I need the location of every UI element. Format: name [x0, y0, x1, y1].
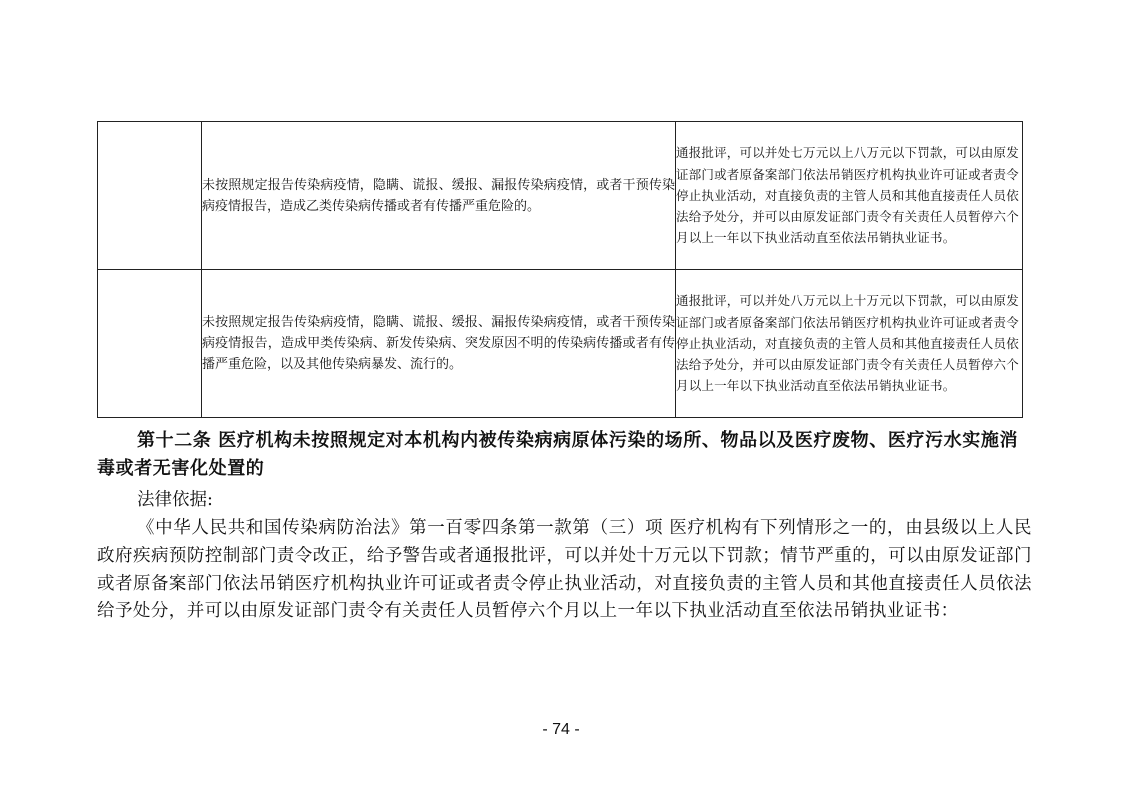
- penalty-cell: 通报批评，可以并处七万元以上八万元以下罚款，可以由原发证部门或者原备案部门依法吊销医疗机构执业许可证或者责令停止执业活动，对直接负责的主管人员和其他直接责任人员依法给予处分，并可以由原发证部门责令有关责任人员暂停六个月以上一年以下执业活动直至依法吊销执业证书。: [676, 122, 1023, 270]
- article-heading: 第十二条 医疗机构未按照规定对本机构内被传染病病原体污染的场所、物品以及医疗废物、医疗污水实施消毒或者无害化处置的: [97, 430, 1019, 479]
- penalty-table: [97, 121, 1023, 418]
- table-row: [98, 122, 1023, 270]
- penalty-cell: 通报批评，可以并处八万元以上十万元以下罚款，可以由原发证部门或者原备案部门依法吊销医疗机构执业许可证或者责令停止执业活动，对直接负责的主管人员和其他直接责任人员依法给予处分，并可以由原发证部门责令有关责任人员暂停六个月以上一年以下执业活动直至依法吊销执业证书。: [676, 270, 1023, 418]
- category-cell: [98, 270, 202, 418]
- table-row: [98, 270, 1023, 418]
- page-number: - 74 -: [542, 721, 580, 738]
- condition-cell: 未按照规定报告传染病疫情，隐瞒、谎报、缓报、漏报传染病疫情，或者干预传染病疫情报告，造成甲类传染病、新发传染病、突发原因不明的传染病传播或者有传播严重危险，以及其他传染病暴发、流行的。: [202, 270, 676, 418]
- category-cell: [98, 122, 202, 270]
- legal-basis-label: 法律依据:: [137, 490, 213, 510]
- legal-basis-text: 《中华人民共和国传染病防治法》第一百零四条第一款第（三）项 医疗机构有下列情形之一的，由县级以上人民政府疾病预防控制部门责令改正，给予警告或者通报批评，可以并处十万元以下罚款；情节严重的，可以由原发证部门或者原备案部门依法吊销医疗机构执业许可证或者责令停止执业活动，对直接负责的主管人员和其他直接责任人员依法给予处分，并可以由原发证部门责令有关责任人员暂停六个月以上一年以下执业活动直至依法吊销执业证书：: [97, 518, 1032, 622]
- condition-cell: 未按照规定报告传染病疫情，隐瞒、谎报、缓报、漏报传染病疫情，或者干预传染病疫情报告，造成乙类传染病传播或者有传播严重危险的。: [202, 122, 676, 270]
